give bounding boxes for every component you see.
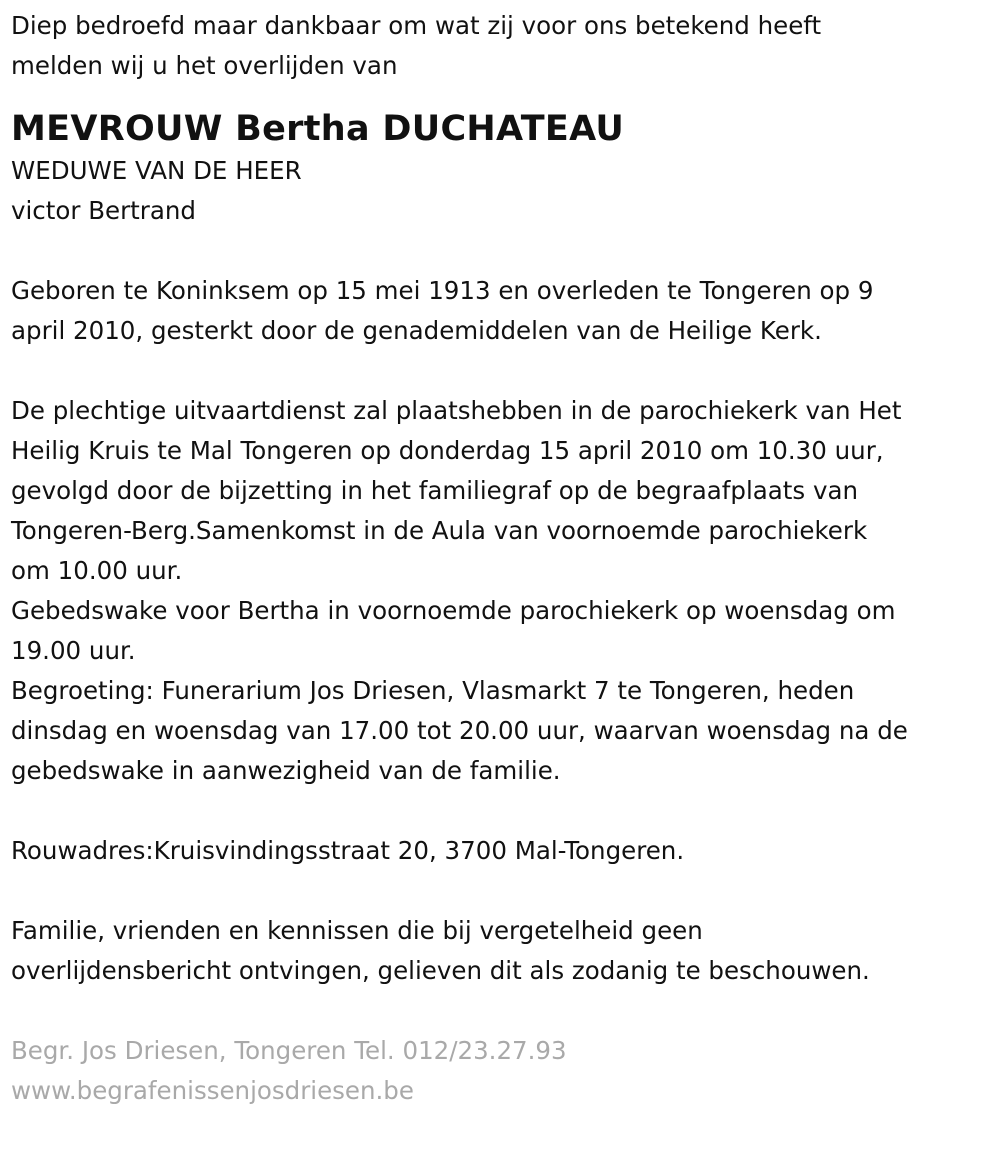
intro-line: melden wij u het overlijden van	[11, 51, 398, 80]
intro-paragraph	[11, 6, 986, 86]
service-line: Heilig Kruis te Mal Tongeren op donderdag 15 april 2010 om 10.30 uur,	[11, 436, 884, 465]
birth-death-line: Geboren te Koninksem op 15 mei 1913 en overleden te Tongeren op 9	[11, 276, 874, 305]
death-notice	[11, 6, 986, 1111]
deceased-name: MEVROUW Bertha DUCHATEAU	[11, 109, 625, 149]
intro-line: Diep bedroefd maar dankbaar om wat zij voor ons betekend heeft	[11, 11, 822, 40]
spacer	[11, 991, 986, 1031]
closing-line: Familie, vrienden en kennissen die bij vergetelheid geen	[11, 916, 703, 945]
spacer	[11, 231, 986, 271]
visitation-line: Begroeting: Funerarium Jos Driesen, Vlasmarkt 7 te Tongeren, heden	[11, 676, 855, 705]
visitation-line: gebedswake in aanwezigheid van de familie.	[11, 756, 561, 785]
mourning-address: Rouwadres:Kruisvindingsstraat 20, 3700 Mal-Tongeren.	[11, 836, 685, 865]
service-paragraph	[11, 391, 986, 791]
closing-line: overlijdensbericht ontvingen, gelieven dit als zodanig te beschouwen.	[11, 956, 870, 985]
vigil-line: Gebedswake voor Bertha in voornoemde parochiekerk op woensdag om	[11, 596, 896, 625]
birth-death-paragraph	[11, 271, 986, 351]
birth-death-line: april 2010, gesterkt door de genademiddelen van de Heilige Kerk.	[11, 316, 822, 345]
spacer	[11, 791, 986, 831]
website-link[interactable]: www.begrafenissenjosdriesen.be	[11, 1076, 414, 1105]
service-line: De plechtige uitvaartdienst zal plaatshebben in de parochiekerk van Het	[11, 396, 902, 425]
closing-paragraph	[11, 911, 986, 991]
service-line: Tongeren-Berg.Samenkomst in de Aula van voornoemde parochiekerk	[11, 516, 868, 545]
footer	[11, 1031, 986, 1111]
service-line: om 10.00 uur.	[11, 556, 183, 585]
service-line: gevolgd door de bijzetting in het familiegraf op de begraafplaats van	[11, 476, 858, 505]
undertaker-contact: Begr. Jos Driesen, Tongeren Tel. 012/23.27.93	[11, 1036, 567, 1065]
spouse-name: victor Bertrand	[11, 196, 196, 225]
spacer	[11, 351, 986, 391]
visitation-line: dinsdag en woensdag van 17.00 tot 20.00 uur, waarvan woensdag na de	[11, 716, 908, 745]
widow-status: WEDUWE VAN DE HEER	[11, 156, 302, 185]
spacer	[11, 871, 986, 911]
vigil-line: 19.00 uur.	[11, 636, 136, 665]
